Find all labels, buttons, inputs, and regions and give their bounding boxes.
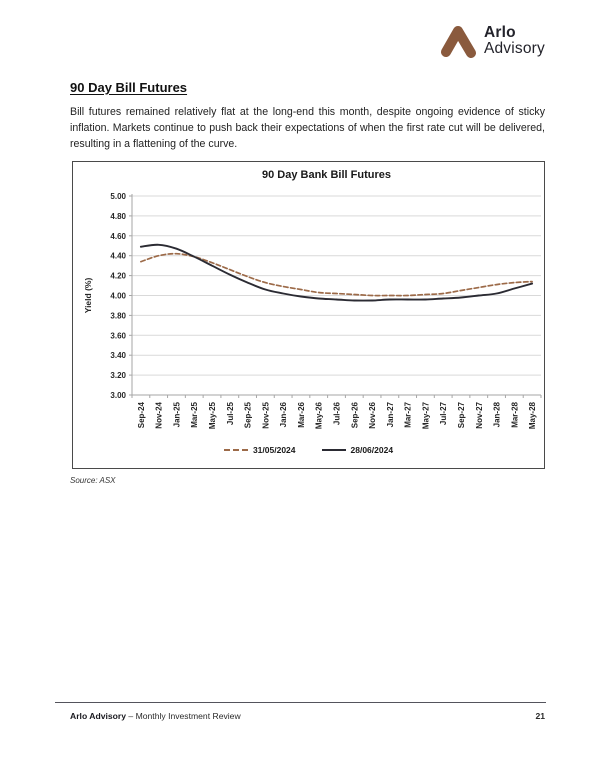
x-tick-label: Nov-26	[367, 402, 377, 429]
legend-item-current-month	[322, 445, 394, 455]
x-tick-label: Sep-27	[456, 402, 466, 429]
y-tick-label: 5.00	[109, 192, 126, 202]
logo-brand-line2: Advisory	[483, 40, 545, 57]
y-tick-label: 4.60	[109, 232, 126, 242]
x-tick-label: Jan-26	[278, 402, 288, 428]
legend-item-prev-month	[224, 445, 296, 455]
x-tick-label: Nov-25	[260, 402, 270, 429]
y-tick-label: 4.80	[109, 212, 126, 222]
x-tick-label: Nov-27	[474, 402, 484, 429]
x-tick-label: Jul-26	[332, 402, 341, 426]
footer-text	[70, 711, 241, 721]
logo-wordmark	[484, 25, 545, 57]
chart-title: 90 Day Bank Bill Futures	[262, 169, 391, 182]
x-tick-label: May-25	[207, 402, 217, 430]
chart-plot-area	[74, 183, 544, 445]
x-tick-label: Mar-27	[403, 402, 413, 429]
logo-brand-line1: Arlo	[483, 24, 516, 42]
series-line-28-06-2024	[140, 245, 531, 301]
y-axis-title: Yield (%)	[82, 277, 93, 314]
x-tick-label: Mar-26	[296, 402, 306, 429]
x-tick-label: May-28	[527, 402, 537, 430]
source-note: Source: ASX	[70, 476, 116, 486]
legend-label: 28/06/2024	[350, 445, 394, 456]
x-tick-label: May-27	[420, 402, 430, 430]
x-tick-label: Jan-27	[385, 402, 395, 428]
x-tick-label: Sep-24	[136, 402, 146, 429]
x-tick-label: Jul-25	[225, 402, 235, 426]
y-tick-label: 3.40	[109, 351, 126, 361]
x-tick-label: Jan-28	[492, 402, 502, 428]
footer-divider	[55, 702, 546, 703]
x-tick-label: Jul-27	[438, 402, 448, 426]
x-tick-label: Sep-26	[349, 402, 359, 429]
section-heading: 90 Day Bill Futures	[70, 80, 188, 95]
y-tick-label: 4.00	[109, 291, 126, 301]
y-tick-label: 4.20	[109, 271, 126, 281]
chart-legend	[73, 445, 544, 455]
y-tick-label: 3.80	[109, 311, 126, 321]
x-tick-label: Sep-25	[243, 402, 253, 429]
x-tick-label: Mar-28	[509, 402, 519, 429]
page-footer	[70, 711, 545, 721]
dashed-line-swatch-icon	[224, 449, 248, 451]
x-tick-label: Mar-25	[189, 402, 199, 429]
footer-brand: Arlo Advisory	[70, 711, 127, 721]
futures-chart	[72, 161, 545, 469]
page-content	[70, 80, 545, 485]
y-tick-label: 4.40	[109, 251, 126, 261]
arlo-a-icon	[439, 24, 477, 58]
x-tick-label: Nov-24	[154, 402, 164, 429]
legend-label: 31/05/2024	[252, 445, 296, 456]
axis-labels	[83, 192, 537, 429]
footer-doc-title: – Monthly Investment Review	[126, 711, 241, 721]
y-tick-label: 3.00	[109, 391, 126, 401]
page-number: 21	[535, 711, 545, 721]
y-tick-label: 3.60	[109, 331, 126, 341]
series-lines	[140, 245, 531, 301]
y-tick-label: 3.20	[109, 371, 126, 381]
x-tick-label: Jan-25	[171, 402, 181, 428]
x-tick-label: May-26	[314, 402, 324, 430]
arlo-advisory-logo	[439, 24, 545, 58]
section-paragraph: Bill futures remained relatively flat at the long-end this month, despite ongoing evidence of sticky inflation. Markets continue to push back their expectations of when the first rate cut will be delivered, resulting in a flattening of the curve.	[70, 106, 545, 151]
solid-line-swatch-icon	[322, 449, 346, 451]
